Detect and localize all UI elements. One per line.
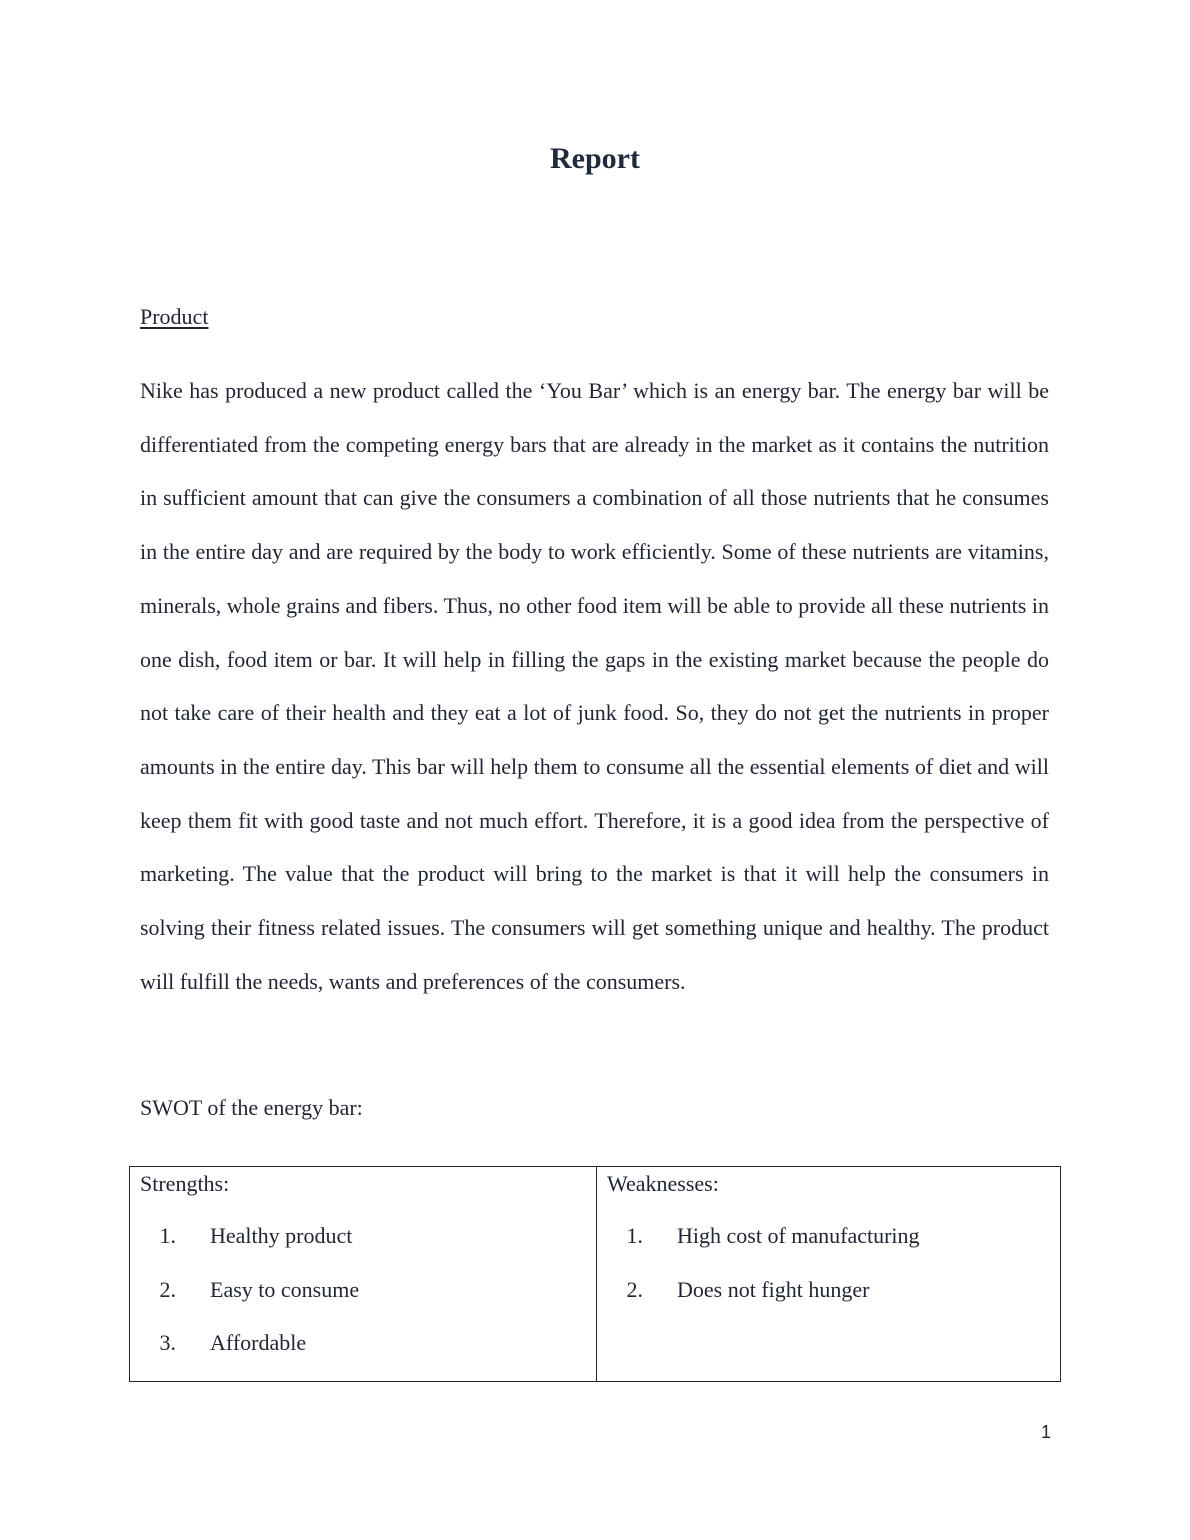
list-item-number: 1. bbox=[159, 1223, 176, 1248]
strengths-cell bbox=[130, 1167, 597, 1382]
list-item bbox=[130, 1329, 359, 1383]
page-number: 1 bbox=[1040, 1422, 1051, 1442]
section-heading-product: Product bbox=[140, 304, 209, 329]
list-item-number: 1. bbox=[626, 1223, 643, 1248]
list-item-text: Does not fight hunger bbox=[677, 1276, 870, 1302]
weaknesses-list bbox=[597, 1222, 920, 1329]
list-item-text: Affordable bbox=[210, 1330, 307, 1356]
list-item-number: 3. bbox=[159, 1330, 176, 1356]
swot-table bbox=[129, 1166, 1061, 1382]
swot-caption: SWOT of the energy bar: bbox=[140, 1095, 363, 1120]
weaknesses-label: Weaknesses: bbox=[607, 1171, 719, 1196]
swot-row bbox=[130, 1167, 1061, 1382]
page-title: Report bbox=[550, 142, 640, 175]
strengths-label: Strengths: bbox=[140, 1171, 230, 1196]
weaknesses-cell bbox=[597, 1167, 1061, 1382]
strengths-list bbox=[130, 1222, 359, 1383]
list-item-text: High cost of manufacturing bbox=[677, 1223, 920, 1248]
product-paragraph: Nike has produced a new product called the ‘You Bar’ which is an energy bar. The energy bar will be differentiated from the competing energy bars that are already in the market as it contains the nutrition in sufficient amount that can give the consumers a combination of all those nutrients that he consumes in the entire day and are required by the body to work efficiently. Some of these nutrients are vitamins, minerals, whole grains and fibers. Thus, no other food item will be able to provide all these nutrients in one dish, food item or bar. It will help in filling the gaps in the existing market because the people do not take care of their health and they eat a lot of junk food. So, they do not get the nutrients in proper amounts in the entire day. This bar will help them to consume all the essential elements of diet and will keep them fit with good taste and not much effort. Therefore, it is a good idea from the perspective of marketing. The value that the product will bring to the market is that it will help the consumers in solving their fitness related issues. The consumers will get something unique and healthy. The product will fulfill the needs, wants and preferences of the consumers. bbox=[140, 378, 1049, 994]
list-item bbox=[597, 1222, 920, 1276]
list-item-text: Easy to consume bbox=[210, 1276, 360, 1302]
list-item bbox=[597, 1276, 920, 1330]
list-item bbox=[130, 1276, 359, 1330]
list-item-text: Healthy product bbox=[210, 1223, 353, 1248]
list-item-number: 2. bbox=[626, 1276, 643, 1302]
list-item bbox=[130, 1222, 359, 1276]
list-item-number: 2. bbox=[159, 1276, 176, 1302]
